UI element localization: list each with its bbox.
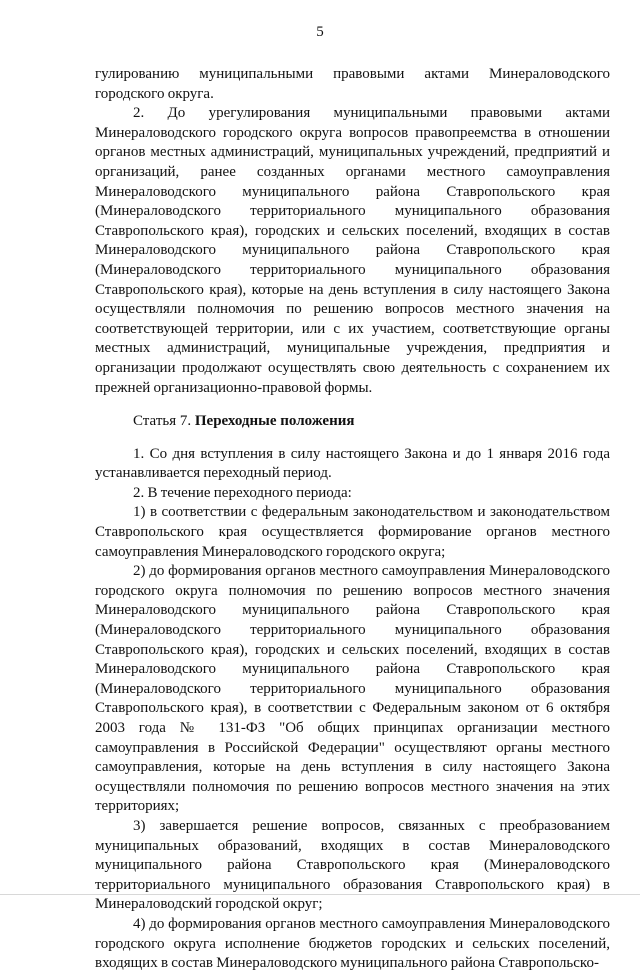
document-body [95,65,610,974]
paragraph-subitem-3: 3) завершается решение вопросов, связанных с преобразованием муниципальных образований, входящих в состав Минераловодского муниципального района Ставропольского края (Минераловодского территориального муниципального образования Ставропольского края) в Минераловодский городской округ; [95,817,610,913]
paragraph-continuation: гулированию муниципальными правовыми актами Минераловодского городского округа. [95,66,610,102]
page-bottom-edge [0,894,640,895]
article-prefix: Статья 7. [133,413,192,430]
paragraph-subitem-1: 1) в соответствии с федеральным законодательством и законодательством Ставропольского края осуществляется формирование органов местного самоуправления Минераловодского городского округа; [95,504,610,560]
paragraph-article-1: 1. Со дня вступления в силу настоящего Закона и до 1 января 2016 года устанавливается переходный период. [95,445,610,482]
paragraph-subitem-2: 2) до формирования органов местного самоуправления Минераловодского городского округа полномочия по решению вопросов местного значения Минераловодского муниципального района Ставропольского края (Минераловодского территориального муниципального образования Ставропольского края), городских и сельских поселений, входящих в состав Минераловодского муниципального района Ставропольского края (Минераловодского территориального муниципального образования Ставропольского края), в соответствии с Федеральным законом от 6 октября 2003 года № 131-ФЗ "Об общих принципах организации местного самоуправления в Российской Федерации" осуществляют органы местного самоуправления, которые на день вступления в силу настоящего Закона осуществляли полномочия по решению вопросов местного значения на этих территориях; [95,563,610,815]
paragraph-item-2: 2. До урегулирования муниципальными правовыми актами Минераловодского городского округа вопросов правопреемства в отношении органов местных администраций, муниципальных учреждений, предприятий и организаций, ранее созданных органами местного самоуправления Минераловодского муниципального района Ставропольского края (Минераловодского территориального муниципального образования Ставропольского края), городских и сельских поселений, входящих в состав Минераловодского муниципального района Ставропольского края (Минераловодского территориального муниципального образования Ставропольского края), которые на день вступления в силу настоящего Закона осуществляли полномочия по решению вопросов местного значения на соответствующей территории, или с их участием, соответствующие органы местных администраций, муниципальные учреждения, предприятия и организации продолжают осуществлять свою деятельность с сохранением их прежней организационно-правовой формы. [95,105,610,396]
page-number: 5 [316,24,324,40]
article-heading [95,412,610,432]
article-title: Переходные положения [194,413,355,430]
paragraph-subitem-4: 4) до формирования органов местного самоуправления Минераловодского городского округа исполнение бюджетов городских и сельских поселений, входящих в состав Минераловодского муниципального района Ставропольско- [95,915,610,972]
paragraph-article-2: 2. В течение переходного периода: [133,484,352,501]
